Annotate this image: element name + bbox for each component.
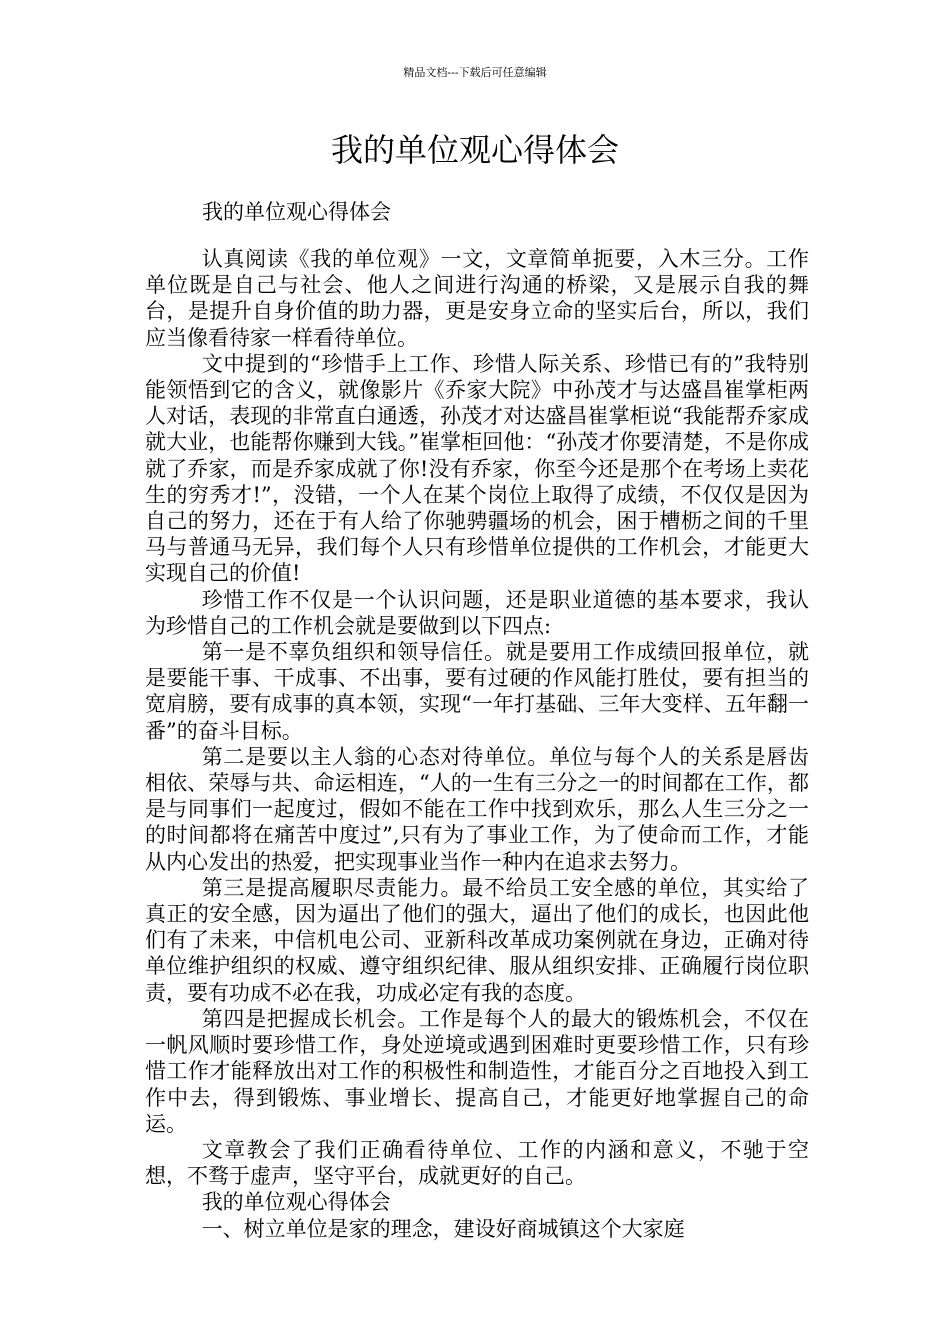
paragraph-point-four: 第四是把握成长机会。工作是每个人的最大的锻炼机会，不仅在一帆风顺时要珍惜工作，身处逆境或遇到困难时更要珍惜工作，只有珍惜工作才能释放出对工作的积极性和制造性，才能百分之百地投入到工作中去，得到锻炼、事业增长、提高自己，才能更好地掌握自己的命运。 (145, 1006, 809, 1136)
document-body (145, 246, 809, 1242)
paragraph-point-two: 第二是要以主人翁的心态对待单位。单位与每个人的关系是唇齿相依、荣辱与共、命运相连，“人的一生有三分之一的时间都在工作，都是与同事们一起度过，假如不能在工作中找到欢乐，那么人生三分之一的时间都将在痛苦中度过”,只有为了事业工作，为了使命而工作，才能从内心发出的热爱，把实现事业当作一种内在追求去努力。 (145, 744, 809, 874)
paragraph-point-one: 第一是不辜负组织和领导信任。就是要用工作成绩回报单位，就是要能干事、干成事、不出事，要有过硬的作风能打胜仗，要有担当的宽肩膀，要有成事的真本领，实现“一年打基础、三年大变样、五年翻一番”的奋斗目标。 (145, 640, 809, 743)
header-note: 精品文档---下载后可任意编辑 (403, 66, 547, 79)
paragraph-point-three: 第三是提高履职尽责能力。最不给员工安全感的单位，其实给了真正的安全感，因为逼出了他们的强大，逼出了他们的成长，也因此他们有了未来，中信机电公司、亚新科改革成功案例就在身边，正确对待单位维护组织的权威、遵守组织纪律、服从组织安排、正确履行岗位职责，要有功成不必在我，功成必定有我的态度。 (145, 875, 809, 1005)
paragraph-intro: 认真阅读《我的单位观》一文，文章简单扼要，入木三分。工作单位既是自己与社会、他人之间进行沟通的桥梁，又是展示自我的舞台，是提升自身价值的助力器，更是安身立命的坚实后台，所以，我们应当像看待家一样看待单位。 (145, 247, 809, 350)
paragraph-four-points: 珍惜工作不仅是一个认识问题，还是职业道德的基本要求，我认为珍惜自己的工作机会就是要做到以下四点: (145, 587, 809, 638)
section-item-one: 一、树立单位是家的理念，建设好商城镇这个大家庭 (201, 1216, 685, 1241)
paragraph-conclusion: 文章教会了我们正确看待单位、工作的内涵和意义，不驰于空想，不骛于虚声，坚守平台，成就更好的自己。 (145, 1137, 809, 1189)
document-subtitle: 我的单位观心得体会 (202, 200, 391, 224)
paragraph-cherish: 文中提到的“珍惜手上工作、珍惜人际关系、珍惜已有的”我特别能领悟到它的含义，就像影片《乔家大院》中孙茂才与达盛昌崔掌柜两人对话，表现的非常直白通透，孙茂才对达盛昌崔掌柜说“我能帮乔家成就大业，也能帮你赚到大钱。”崔掌柜回他：“孙茂才你要清楚，不是你成就了乔家，而是乔家成就了你!没有乔家，你至今还是那个在考场上卖花生的穷秀才!”，没错，一个人在某个岗位上取得了成绩，不仅仅是因为自己的努力，还在于有人给了你驰骋疆场的机会，困于槽枥之间的千里马与普通马无异，我们每个人只有珍惜单位提供的工作机会，才能更大实现自己的价值! (145, 351, 809, 586)
document-title: 我的单位观心得体会 (330, 131, 619, 169)
section-heading: 我的单位观心得体会 (201, 1190, 391, 1215)
